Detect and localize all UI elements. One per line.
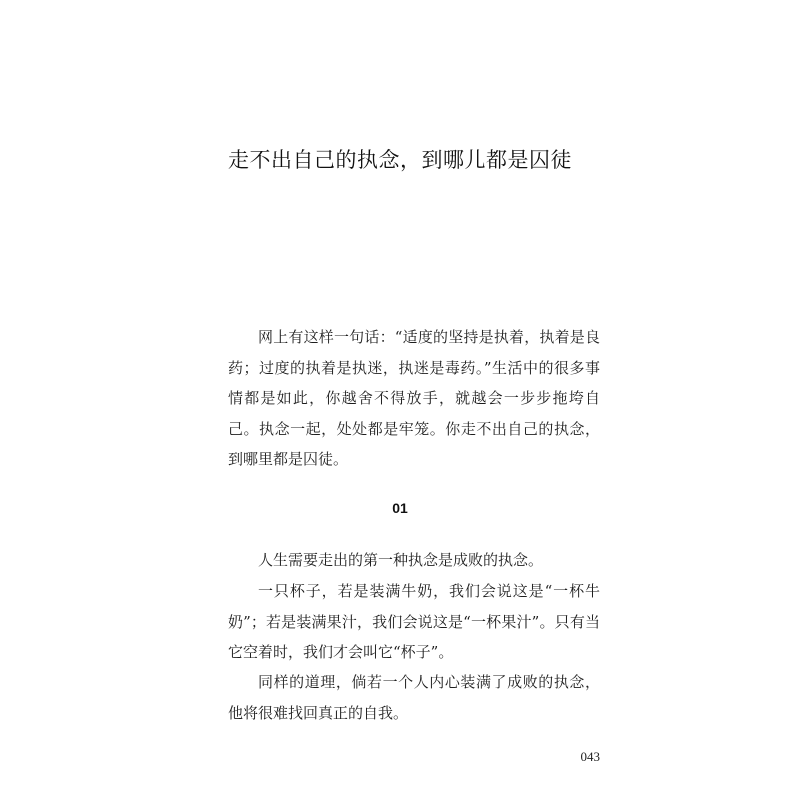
intro-paragraph: 网上有这样一句话：“适度的坚持是执着，执着是良药；过度的执着是执迷，执迷是毒药。”生活中的很多事情都是如此，你越舍不得放手，就越会一步步拖垮自己。执念一起，处处都是牢笼。你走不出自己的执念，到哪里都是囚徒。: [228, 328, 600, 468]
body-paragraph: 同样的道理，倘若一个人内心装满了成败的执念，他将很难找回真正的自我。: [228, 673, 600, 722]
section-number: 01: [392, 500, 408, 516]
page-title: 走不出自己的执念，到哪儿都是囚徒: [228, 148, 572, 173]
body-paragraph: 人生需要走出的第一种执念是成败的执念。: [258, 551, 544, 569]
body-paragraph: 一只杯子，若是装满牛奶，我们会说这是“一杯牛奶”；若是装满果汁，我们会说这是“一杯果汁”。只有当它空着时，我们才会叫它“杯子”。: [228, 582, 600, 661]
page-number: 043: [580, 749, 600, 764]
